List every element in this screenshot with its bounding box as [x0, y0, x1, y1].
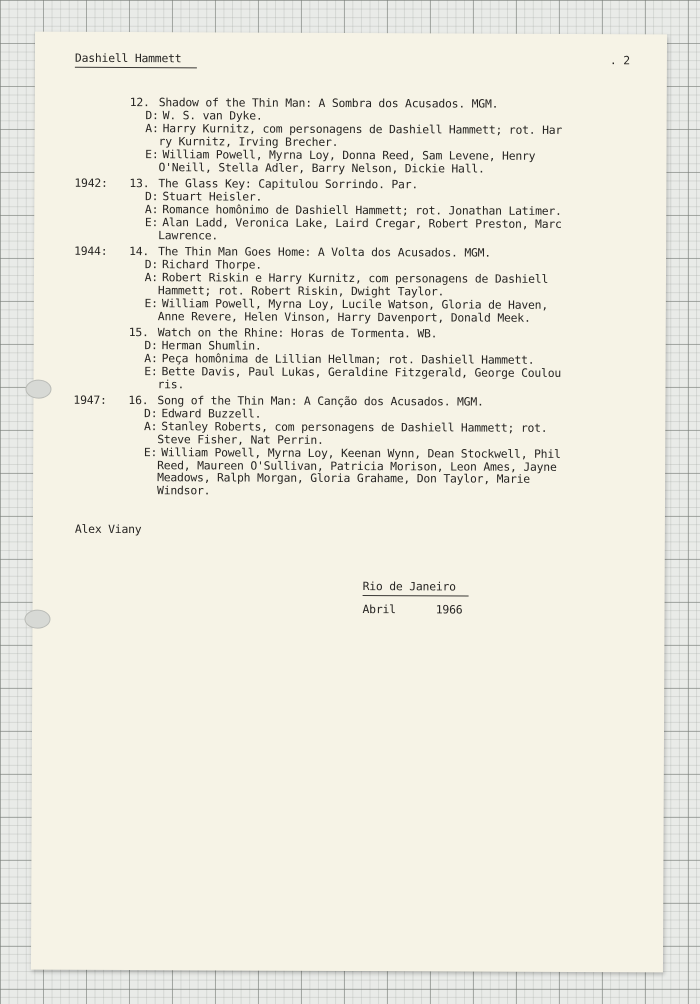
filmography-entry: [35, 32, 667, 176]
director-value: Edward Buzzell.: [161, 406, 262, 421]
entry-number: 15.: [128, 325, 149, 340]
entry-title: The Thin Man Goes Home: A Volta dos Acusados. MGM.: [158, 244, 492, 260]
entry-number: 12.: [129, 95, 150, 110]
entry-cast: [144, 296, 549, 325]
adaptation-label: A:: [143, 419, 158, 434]
header-author: Dashiell Hammett: [74, 50, 182, 66]
adaptation-label: A:: [144, 351, 158, 366]
entry-adaptation: [143, 419, 548, 447]
adaptation-label: A:: [145, 121, 159, 136]
director-label: D:: [144, 257, 159, 272]
typed-page: [31, 32, 667, 973]
cast-label: E:: [144, 215, 159, 230]
entry-title: The Glass Key: Capitulou Sorrindo. Par.: [158, 176, 419, 192]
punch-hole: [24, 610, 50, 629]
entry-number: 14.: [129, 244, 150, 259]
director-label: D:: [144, 189, 159, 204]
entry-number: 16.: [128, 393, 149, 408]
adaptation-label: A:: [144, 270, 159, 285]
entry-title: Watch on the Rhine: Horas de Tormenta. WB.: [157, 325, 438, 341]
punch-hole: [25, 380, 51, 399]
adaptation-label: A:: [144, 202, 159, 217]
cast-label: E:: [144, 364, 158, 379]
adaptation-value: Robert Riskin e Harry Kurnitz, com personagens de Dashiell Hammett; rot. Robert Riskin, Dwight Taylor.: [157, 270, 549, 299]
cast-value: William Powell, Myrna Loy, Lucile Watson, Gloria de Haven, Anne Revere, Helen Vinson, Harry Davenport, Donald Meek.: [157, 296, 549, 325]
footer-underline: [363, 595, 469, 596]
entry-title: Song of the Thin Man: A Canção dos Acusados. MGM.: [157, 393, 484, 409]
director-value: Herman Shumlin.: [161, 338, 262, 353]
director-value: W. S. van Dyke.: [162, 108, 263, 123]
page-number: . 2: [609, 53, 630, 68]
footer-place: Rio de Janeiro: [362, 579, 456, 594]
entry-year: 1944:: [74, 243, 108, 258]
header-underline: [75, 67, 197, 69]
cast-label: E:: [144, 296, 158, 311]
cast-value: William Powell, Myrna Loy, Keenan Wynn, Dean Stockwell, Phil Reed, Maureen O'Sullivan, Patricia Morison, Leon Ames, Jayne Meadows, Ralph Morgan, Gloria Grahame, Don Taylor, Marie Windsor.: [157, 445, 561, 498]
cast-label: E:: [143, 445, 158, 460]
entry-title: Shadow of the Thin Man: A Sombra dos Acusados. MGM.: [158, 95, 499, 111]
entry-cast: [144, 215, 562, 243]
entry-adaptation: [145, 121, 563, 149]
adaptation-value: Romance homônimo de Dashiell Hammett; rot. Jonathan Latimer.: [162, 202, 562, 218]
entry-cast: [143, 445, 561, 498]
cast-value: Bette Davis, Paul Lukas, Geraldine Fitzgerald, George Coulou ris.: [157, 364, 562, 391]
footer-date: Abril 1966: [362, 602, 463, 617]
cast-value: William Powell, Myrna Loy, Donna Reed, Sam Levene, Henry O'Neill, Stella Adler, Barry Nelson, Dickie Hall.: [158, 147, 536, 176]
adaptation-value: Peça homônima de Lillian Hellman; rot. Dashiell Hammett.: [161, 351, 535, 367]
signature: Alex Viany: [74, 521, 142, 537]
adaptation-value: Stanley Roberts, com personagens de Dashiell Hammett; rot. Steve Fisher, Nat Perrin.: [157, 419, 548, 447]
director-value: Richard Thorpe.: [162, 257, 262, 272]
entry-adaptation: [144, 270, 549, 299]
entry-cast: [144, 364, 562, 392]
director-label: D:: [145, 108, 159, 123]
adaptation-value: Harry Kurnitz, com personagens de Dashiell Hammett; rot. Har ry Kurnitz, Irving Brecher.: [158, 121, 563, 149]
entry-number: 13.: [129, 176, 150, 191]
director-value: Stuart Heisler.: [162, 189, 263, 204]
entry-cast: [145, 147, 536, 176]
cast-value: Alan Ladd, Veronica Lake, Laird Cregar, Robert Preston, Marc Lawrence.: [158, 215, 562, 243]
director-label: D:: [144, 406, 158, 421]
entry-year: 1947:: [73, 392, 107, 407]
entry-year: 1942:: [74, 175, 108, 190]
cast-label: E:: [145, 147, 159, 162]
director-label: D:: [144, 338, 158, 353]
